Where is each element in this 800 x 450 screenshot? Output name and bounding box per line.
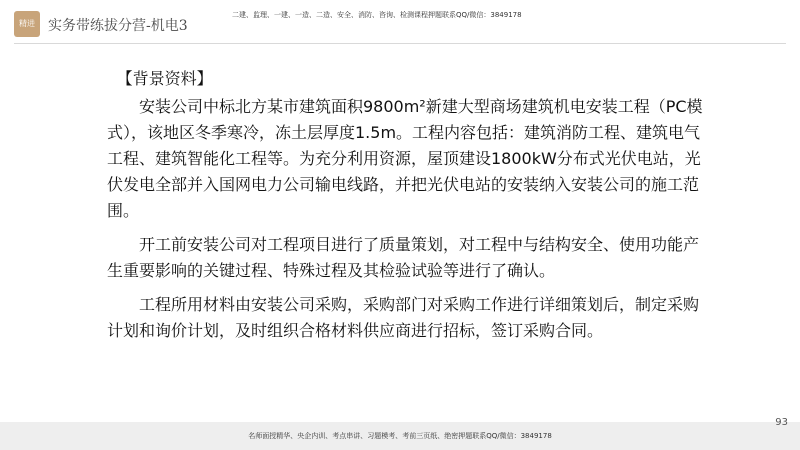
paragraph-background: 安装公司中标北方某市建筑面积9800m²新建大型商场建筑机电安装工程（PC模式），该地区冬季寒冷，冻土层厚度1.5m。工程内容包括：建筑消防工程、建筑电气工程、建筑智能化工程等。为充分利用资源，屋顶建设1800kW分布式光伏电站，光伏发电全部并入国网电力公司输电线路，并把光伏电站的安装纳入安装公司的施工范围。 xyxy=(107,97,703,220)
section-heading: 【背景资料】 xyxy=(116,69,213,88)
slide-header xyxy=(0,0,800,44)
page-number: 93 xyxy=(775,417,788,428)
paragraph-quality-planning: 开工前安装公司对工程项目进行了质量策划，对工程中与结构安全、使用功能产生重要影响的关键过程、特殊过程及其检验试验等进行了确认。 xyxy=(107,235,700,280)
footer-contact-text: 名师面授精华、央企内训、考点串讲、习题模考、考前三页纸、绝密押题联系QQ/微信：3849178 xyxy=(248,432,552,440)
paragraph-procurement: 工程所用材料由安装公司采购，采购部门对采购工作进行详细策划后，制定采购计划和询价计划，及时组织合格材料供应商进行招标，签订采购合同。 xyxy=(107,295,700,340)
header-contact-text: 二建、监理、一建、一造、二造、安全、消防、咨询、检测课程押题联系QQ/微信：3849178 xyxy=(232,11,522,19)
header-divider xyxy=(14,43,786,44)
slide-content xyxy=(107,66,707,344)
course-logo: 精进 xyxy=(14,11,40,37)
course-title: 实务带练拔分营-机电3 xyxy=(48,18,188,34)
